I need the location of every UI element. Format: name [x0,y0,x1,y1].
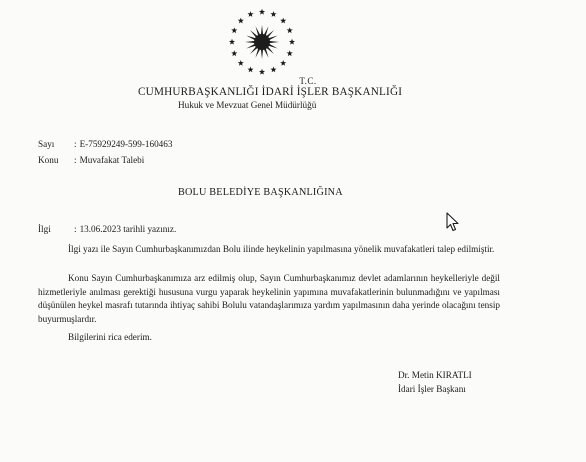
seal-star [280,18,286,24]
seal-star [247,67,253,73]
institution-name: CUMHURBAŞKANLIĞI İDARİ İŞLER BAŞKANLIĞI [138,86,403,98]
sun-ray [245,41,255,43]
reference-colon: : [74,224,77,234]
seal-sun [245,25,279,59]
paragraph-1: İlgi yazı ile Sayın Cumhurbaşkanımızdan Bolu ilinde heykelinin yapılmasına yönelik muvafakatleri talep edilmiştir. [68,244,495,254]
signatory-name: Dr. Metin KIRATLI [398,370,472,380]
sun-ray [255,48,260,58]
seal-star [247,11,253,17]
konu-row [38,155,144,165]
seal-star [231,50,237,56]
mouse-cursor-icon [446,212,460,232]
sun-ray [261,49,263,59]
seal-star [231,27,237,33]
sun-ray [266,46,274,54]
sun-ray [246,44,256,49]
seal-star [238,60,244,66]
department-name: Hukuk ve Mevzuat Genel Müdürlüğü [178,100,317,110]
sayi-colon: : [74,139,77,149]
sayi-row [38,139,172,149]
reference-label: İlgi [38,224,51,234]
seal-star [287,50,293,56]
sayi-value: E-75929249-599-160463 [79,139,173,149]
seal-star [280,60,286,66]
reference-row [38,224,176,234]
sun-ray [264,48,269,58]
sun-ray [268,35,278,40]
sun-ray [250,30,258,38]
seal-star [287,27,293,33]
seal-star [259,9,265,15]
sun-ray [269,41,279,43]
sun-ray [261,25,263,35]
seal-star [270,67,276,73]
paragraph-3: Bilgilerini rica ederim. [68,332,152,342]
signatory-title: İdari İşler Başkanı [398,384,466,394]
konu-label: Konu [38,155,59,165]
presidential-seal-icon [222,8,302,78]
seal-star [238,18,244,24]
reference-value: 13.06.2023 tarihli yazınız. [79,224,177,234]
addressee: BOLU BELEDİYE BAŞKANLIĞINA [178,187,343,198]
sun-ray [268,44,278,49]
sun-ray [264,26,269,36]
seal-star [229,39,235,45]
seal-star [259,69,265,75]
sayi-label: Sayı [38,139,55,149]
sun-ray [250,46,258,54]
seal-star [289,39,295,45]
sun-ray [266,30,274,38]
seal-star [270,11,276,17]
konu-value: Muvafakat Talebi [79,155,145,165]
konu-colon: : [74,155,77,165]
tc-label: T.C. [299,76,317,86]
sun-ray [246,35,256,40]
sun-ray [255,26,260,36]
paragraph-2: Konu Sayın Cumhurbaşkanımıza arz edilmiş olup, Sayın Cumhurbaşkanımız devlet adamlarının heykelleriyle değil hizmetleriyle anılması gerektiği hususuna vurgu yaparak heykelinin yapımına muvafakatlerinin bulunmadığını ve yapılması düşünülen heykel masrafı tutarında ihtiyaç sahibi Bolulu vatandaşlarımıza yardım yapılmasının daha yerinde olacağını tensip buyurmuşlardır. [38,273,500,324]
